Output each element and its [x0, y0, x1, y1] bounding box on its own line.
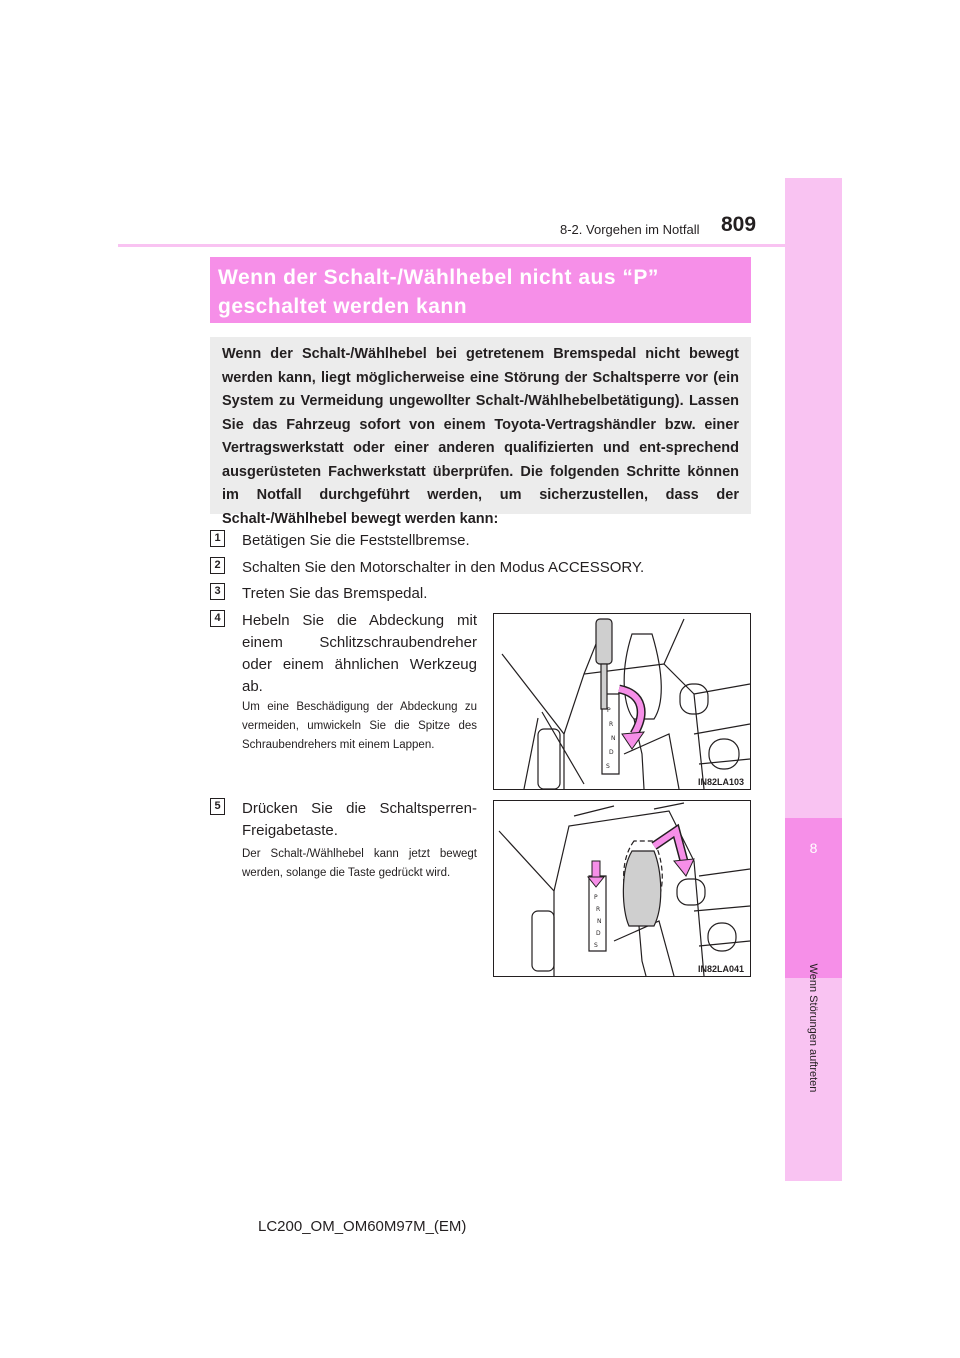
step-note-4: Um eine Beschädigung der Abdeckung zu vermeiden, umwickeln Sie die Spitze des Schraubendrehers mit einem Lappen. — [242, 701, 477, 751]
figure-1-code: IN82LA103 — [697, 777, 744, 787]
step-number-5: 5 — [210, 798, 225, 815]
gear-letter-p: P — [607, 707, 611, 714]
gear-letter-r-2: R — [596, 906, 601, 913]
step-number-4: 4 — [210, 610, 225, 627]
chapter-label: Wenn Störungen auftreten — [807, 963, 819, 1093]
gear-letter-d-2: D — [596, 930, 601, 937]
step-number-3: 3 — [210, 583, 225, 600]
figure-2-illustration — [494, 801, 750, 976]
document-code: LC200_OM_OM60M97M_(EM) — [258, 1218, 467, 1235]
step-text-4: Hebeln Sie die Abdeckung mit einem Schlitzschraubendreher oder einem ähnlichen Werkzeug ab. — [242, 612, 477, 695]
chapter-side-tab — [785, 178, 842, 1181]
step-text-2: Schalten Sie den Motorschalter in den Modus ACCESSORY. — [242, 559, 645, 576]
gear-letter-n-2: N — [597, 918, 602, 925]
figure-2-code: IN82LA041 — [697, 964, 744, 974]
step-number-1: 1 — [210, 530, 225, 547]
title-line-1: Wenn der Schalt-/Wählhebel nicht aus “P” — [218, 266, 659, 289]
gear-letter-r: R — [609, 721, 614, 728]
page-title — [218, 263, 659, 321]
step-text-1: Betätigen Sie die Feststellbremse. — [242, 532, 470, 549]
step-number-2: 2 — [210, 557, 225, 574]
gear-letter-p-2: P — [594, 894, 598, 901]
chapter-number: 8 — [809, 840, 818, 856]
title-banner — [210, 257, 751, 323]
header-rule — [118, 244, 842, 247]
figure-remove-cover — [493, 613, 751, 790]
chapter-box — [785, 818, 842, 978]
page-number: 809 — [721, 213, 757, 236]
intro-box — [210, 337, 751, 527]
gear-letter-s: S — [606, 763, 610, 770]
gear-letter-d: D — [609, 749, 614, 756]
step-text-3: Treten Sie das Bremspedal. — [242, 585, 428, 602]
section-title: 8-2. Vorgehen im Notfall — [560, 222, 700, 237]
gear-letter-s-2: S — [594, 942, 598, 949]
step-note-5: Der Schalt-/Wählhebel kann jetzt bewegt werden, solange die Taste gedrückt wird. — [242, 848, 477, 879]
intro-text: Wenn der Schalt-/Wählhebel bei getretenem Bremspedal nicht bewegt werden kann, liegt möglicherweise eine Störung der Schaltsperre vor (ein System zu Vermeidung ungewollter Schalt-/Wählhebelbetätigung). Lassen Sie das Fahrzeug sofort von einem Toyota-Vertragshändler bzw. einer Vertragswerkstatt oder einer anderen qualifizierten und ent-sprechend ausgerüsteten Fachwerkstatt überprüfen. Die folgenden Schritte können im Notfall durchgeführt werden, um sicherzustellen, dass der Schalt-/Wählhebel bewegt werden kann: — [222, 346, 739, 527]
gear-letter-n: N — [611, 735, 616, 742]
step-text-5: Drücken Sie die Schaltsperren-Freigabetaste. — [242, 800, 477, 839]
figure-1-illustration — [494, 614, 750, 789]
figure-release-button — [493, 800, 751, 977]
title-line-2: geschaltet werden kann — [218, 295, 468, 318]
